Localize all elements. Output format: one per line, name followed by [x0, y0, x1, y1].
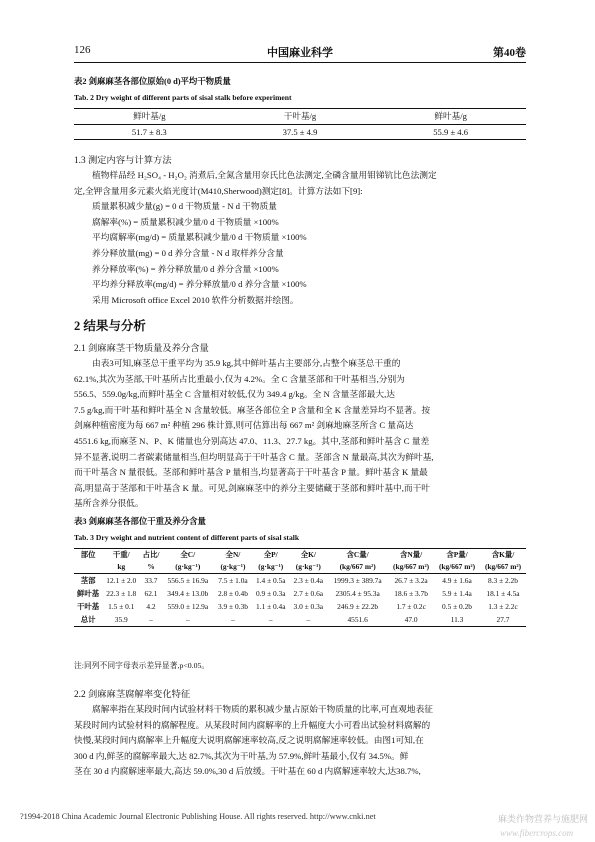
table3-cell: – [231, 615, 235, 624]
table3-cell: 2.8 ± 0.4b [217, 589, 248, 598]
table3-cell: 0.9 ± 0.3a [256, 589, 286, 598]
table3-header-cell: 全C/ [180, 550, 196, 559]
table3-cell: 2.7 ± 0.6a [293, 589, 324, 598]
table3-cell: 18.1 ± 4.5a [486, 589, 520, 598]
table-row [74, 600, 526, 613]
table3-cell: 1.7 ± 0.2c [396, 602, 426, 611]
table3-cell: 8.3 ± 2.2b [488, 576, 518, 585]
table-row [74, 574, 526, 588]
section-2-1-body [74, 356, 526, 512]
table2-cell: 37.5 ± 4.9 [282, 127, 318, 137]
journal-name: 中国麻业科学 [267, 47, 333, 59]
table3-cell: 33.7 [144, 576, 158, 585]
text-line: 定,全钾含量用多元素火焰光度计(M410,Sherwood)测定[8]。计算方法如下[9]: [74, 185, 363, 196]
table3-cell: – [268, 615, 273, 624]
table3-header-cell: 全P/ [263, 550, 278, 559]
table3-cell: 27.7 [496, 615, 510, 624]
table3-cell: 4551.6 [347, 615, 368, 624]
table3-cell: 0.5 ± 0.2b [442, 602, 472, 611]
table3-cell: 3.0 ± 0.3a [293, 602, 324, 611]
table3-unit-cell [74, 561, 102, 574]
text-line: 4551.6 kg,而麻茎 N、P、K 储量也分别高达 47.0、11.3、27.7 kg。其中,茎部和鲜叶基含 C 量差 [74, 435, 430, 446]
table2-cell: 51.7 ± 8.3 [131, 127, 167, 137]
text-line: 而干叶基含 N 量很低。茎部和鲜叶基含 P 量相当,均显著高于干叶基含 P 量。鲜叶基含 K 量最 [74, 467, 428, 478]
table3-cell: 11.3 [450, 615, 464, 624]
text-line: 高,明显高于茎部和干叶基含 K 量。可见,剑麻麻茎中的养分主要储藏于茎部和鲜叶基中,而干叶 [74, 482, 430, 493]
table3-unit-cell: (g·kg⁻¹) [175, 562, 201, 571]
table3-cell: 3.9 ± 0.3b [217, 602, 248, 611]
table3-cell: 5.9 ± 1.4a [442, 589, 472, 598]
table3-cell: 556.5 ± 16.9a [167, 576, 209, 585]
text-line: 茎在 30 d 内腐解速率最大,高达 59.0%,30 d 后放缓。干叶基在 60 d 内腐解速率较大,达38.7%, [74, 766, 421, 777]
table3-header-cell: 部位 [80, 550, 96, 559]
table3-cell: 总计 [80, 615, 96, 624]
table2-header-cell: 鲜叶基/g [434, 111, 467, 121]
table3-cell: 12.1 ± 2.0 [106, 576, 137, 585]
table3-cell: 559.0 ± 12.9a [167, 602, 209, 611]
table3-header-cell: 干重/ [112, 550, 130, 559]
table3-cell: 26.7 ± 3.2a [394, 576, 428, 585]
table3-cell: 7.5 ± 1.0a [218, 576, 248, 585]
formula-line: 平均腐解率(mg/d) = 质量累积减少量/0 d 干物质量 ×100% [92, 232, 307, 243]
table3-header-cell: 含K量/ [491, 550, 515, 559]
table3-cell: 35.9 [114, 615, 128, 624]
table3-header-cell: 含P量/ [446, 550, 468, 559]
text-line: 某段时间内试验材料的腐解程度。从某段时间内腐解率的上升幅度大小可看出试验材料腐解的 [74, 719, 431, 730]
table2-value-row [74, 125, 526, 140]
table3-cell: – [306, 615, 311, 624]
table3-header-row [74, 549, 526, 562]
table3-cell: – [149, 615, 153, 624]
text-line: 基所含养分很低。 [74, 498, 144, 509]
text-line: 腐解率指在某段时间内试验材料干物质的累积减少量占原始干物质量的比率,可直观地表征 [92, 704, 433, 714]
text-line: 由表3可知,麻茎总干重平均为 35.9 kg,其中鲜叶基占主要部分,占整个麻茎总干重的 [92, 358, 401, 368]
text-line: 剑麻种植密度为每 667 m² 种植 296 株计算,则可估算出每 667 m² 剑麻地麻茎所含 C 量高达 [74, 420, 414, 431]
table-row [74, 587, 526, 600]
formula-line: 养分释放量(mg) = 0 d 养分含量 - N d 取样养分含量 [92, 247, 284, 258]
table3-unit-cell: (kg/667 m²) [484, 562, 522, 571]
table3-cell: 鲜叶基 [77, 589, 100, 598]
text-line: 62.1%,其次为茎部,干叶基所占比重最小,仅为 4.2%。全 C 含量茎部和干叶基相当,分别为 [74, 373, 405, 384]
table3-cell: 4.9 ± 1.6a [442, 576, 472, 585]
formula-line: 腐解率(%) = 质量累积减少量/0 d 干物质量 ×100% [92, 216, 279, 227]
table3-unit-cell: (kg/667 m²) [438, 562, 476, 571]
section-2-heading: 2 结果与分析 [74, 319, 146, 333]
table3-header-cell: 含N量/ [400, 550, 423, 559]
table3-note: 注:同列不同字母表示差异显著,p<0.05。 [74, 661, 210, 670]
table3-unit-cell: (g·kg⁻¹) [295, 562, 321, 571]
formula-line: 质量累积减少量(g) = 0 d 干物质量 - N d 干物质量 [92, 201, 277, 212]
table3-cell: 茎部 [80, 576, 96, 585]
table3-cell: 1.3 ± 2.2c [488, 602, 518, 611]
table3-unit-cell: (g·kg⁻¹) [258, 562, 284, 571]
table3-cell: 干叶基 [77, 602, 100, 611]
section-1-3-heading: 1.3 测定内容与计算方法 [74, 156, 172, 166]
table3-cell: 1.1 ± 0.4a [256, 602, 286, 611]
text-line: 7.5 g/kg,而干叶基和鲜叶基全 N 含量较低。麻茎各部位全 P 含量和全 K 含量差异均不显著。按 [74, 404, 431, 415]
table3-unit-cell: (kg/667 m²) [339, 562, 376, 571]
table3-header-cell: 占比/ [142, 550, 160, 559]
text-line: 556.5、559.0g/kg,而鲜叶基全 C 含量相对较低,仅为 349.4 g/kg。全 N 含量茎部最大,达 [74, 389, 395, 400]
table3-header-cell: 全N/ [225, 550, 241, 559]
table3-unit-row [74, 561, 526, 574]
section-2-2-heading: 2.2 剑麻麻茎腐解率变化特征 [74, 690, 191, 700]
text-line: 300 d 内,鲜茎的腐解率最大,达 82.7%,其次为干叶基,为 57.9%,鲜叶基最小,仅有 34.5%。鲜 [74, 750, 409, 761]
header-rule [74, 62, 526, 63]
table3-cell: 1.4 ± 0.5a [256, 576, 286, 585]
table3-cell: – [185, 615, 190, 624]
table2-header-cell: 干叶基/g [283, 111, 317, 121]
watermark-text: 麻类作物营养与施肥网 [498, 814, 589, 824]
text-line: 采用 Microsoft office Excel 2010 软件分析数据并绘图。 [92, 294, 299, 305]
running-header [74, 44, 526, 60]
table3-unit-cell: % [147, 562, 155, 571]
volume-number: 第40卷 [493, 47, 526, 59]
table3 [74, 548, 526, 627]
section-2-2-body [74, 702, 526, 780]
text-line: 快慢,某段时间内腐解率上升幅度大说明腐解速率较高,反之说明腐解速率较低。由图1可知,在 [74, 735, 424, 746]
table2-cell: 55.9 ± 4.6 [433, 127, 469, 137]
table3-caption-en: Tab. 3 Dry weight and nutrient content of different parts of sisal stalk [74, 533, 300, 542]
table3-cell: 2305.4 ± 95.3a [335, 589, 380, 598]
copyright-footer: ?1994-2018 China Academic Journal Electronic Publishing House. All rights reserved. http://www.cnki.net [20, 812, 376, 821]
table3-cell: 1.5 ± 0.1 [108, 602, 135, 611]
table3-cell: 47.0 [404, 615, 418, 624]
table3-cell: 1999.3 ± 389.7a [333, 576, 382, 585]
table3-caption-cn: 表3 剑麻麻茎各部位干重及养分含量 [74, 517, 206, 526]
formula-line: 养分释放率(%) = 养分释放量/0 d 养分含量 ×100% [92, 263, 279, 274]
table2-header-row [74, 108, 526, 125]
table-row [74, 613, 526, 627]
table3-unit-cell: kg [117, 562, 126, 571]
table2-caption-cn: 表2 剑麻麻茎各部位原始(0 d)平均干物质量 [74, 77, 231, 86]
text-line: 异不显著,说明二者碳素储量相当,但均明显高于干叶基含 C 量。茎部含 N 量最高,其次为鲜叶基, [74, 451, 434, 462]
table3-unit-cell: (kg/667 m²) [393, 562, 430, 571]
page-number: 126 [74, 44, 91, 56]
table3-cell: 4.2 [146, 602, 156, 611]
table3-header-cell: 含C量/ [346, 550, 369, 559]
section-1-3-body [74, 168, 526, 308]
table3-unit-cell: (g·kg⁻¹) [220, 562, 246, 571]
table3-cell: 22.3 ± 1.8 [106, 589, 137, 598]
watermark-url: www.fibercrops.com [500, 828, 574, 838]
table2 [74, 108, 526, 140]
table2-header-cell: 鲜叶基/g [133, 111, 166, 121]
table3-cell: 2.3 ± 0.4a [293, 576, 324, 585]
table3-cell: 246.9 ± 22.2b [337, 602, 379, 611]
table3-header-cell: 全K/ [300, 550, 316, 559]
table3-cell: 18.6 ± 3.7b [394, 589, 428, 598]
formula-line: 平均养分释放率(mg/d) = 养分释放量/0 d 养分含量 ×100% [92, 279, 307, 290]
text-line: 植物样品经 H₂SO₄ - H₂O₂ 消煮后,全氮含量用奈氏比色法测定,全磷含量用钼锑钪比色法测定 [92, 170, 437, 180]
section-2-1-heading: 2.1 剑麻麻茎干物质量及养分含量 [74, 344, 209, 354]
table3-cell: 349.4 ± 13.0b [167, 589, 209, 598]
table2-caption-en: Tab. 2 Dry weight of different parts of sisal stalk before experiment [74, 93, 292, 102]
table3-cell: 62.1 [144, 589, 158, 598]
